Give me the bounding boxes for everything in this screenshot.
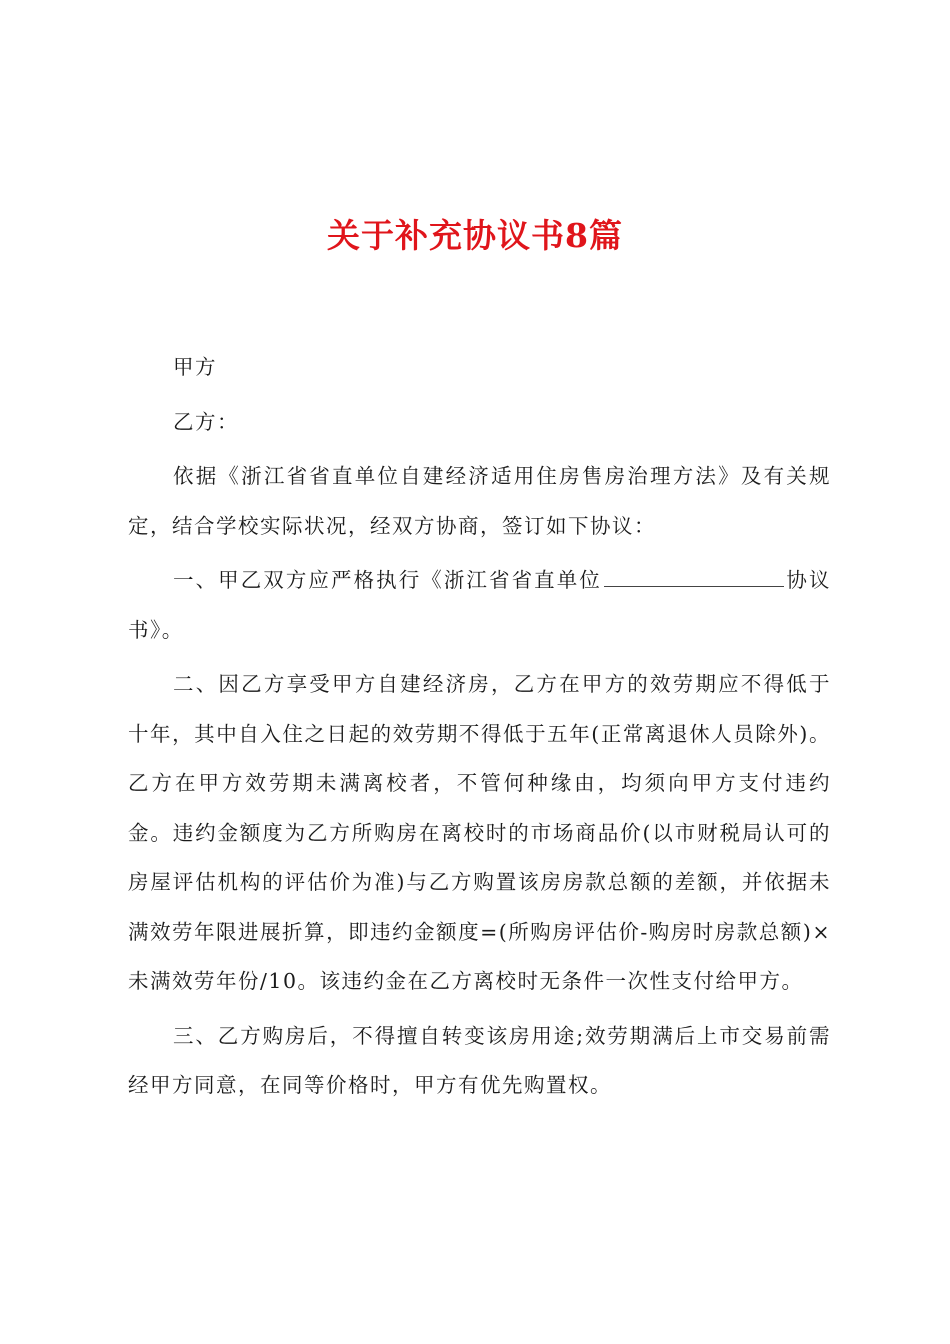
clause-1-paragraph [128, 556, 831, 655]
document-title: 关于补充协议书8篇 [327, 216, 623, 255]
fill-in-blank [604, 566, 784, 587]
party-a-line: 甲方 [173, 355, 217, 379]
clause-2-paragraph: 二、因乙方享受甲方自建经济房，乙方在甲方的效劳期应不得低于十年，其中自入住之日起的效劳期不得低于五年(正常离退休人员除外)。乙方在甲方效劳期未满离校者，不管何种缘由，均须向甲方支付违约金。违约金额度为乙方所购房在离校时的市场商品价(以市财税局认可的房屋评估机构的评估价为准)与乙方购置该房房款总额的差额，并依据未满效劳年限进展折算，即违约金额度=(所购房评估价-购房时房款总额)×未满效劳年份/10。该违约金在乙方离校时无条件一次性支付给甲方。 [128, 672, 831, 993]
basis-paragraph: 依据《浙江省省直单位自建经济适用住房售房治理方法》及有关规定，结合学校实际状况，经双方协商，签订如下协议： [128, 464, 831, 538]
clause-3-paragraph: 三、乙方购房后，不得擅自转变该房用途;效劳期满后上市交易前需经甲方同意，在同等价格时，甲方有优先购置权。 [128, 1023, 831, 1097]
document-body [128, 343, 831, 1111]
clause-1-text-after: 协议书》。 [128, 568, 832, 642]
clause-1-text-before: 一、甲乙双方应严格执行《浙江省省直单位 [173, 568, 602, 592]
party-b-line: 乙方： [173, 409, 239, 434]
